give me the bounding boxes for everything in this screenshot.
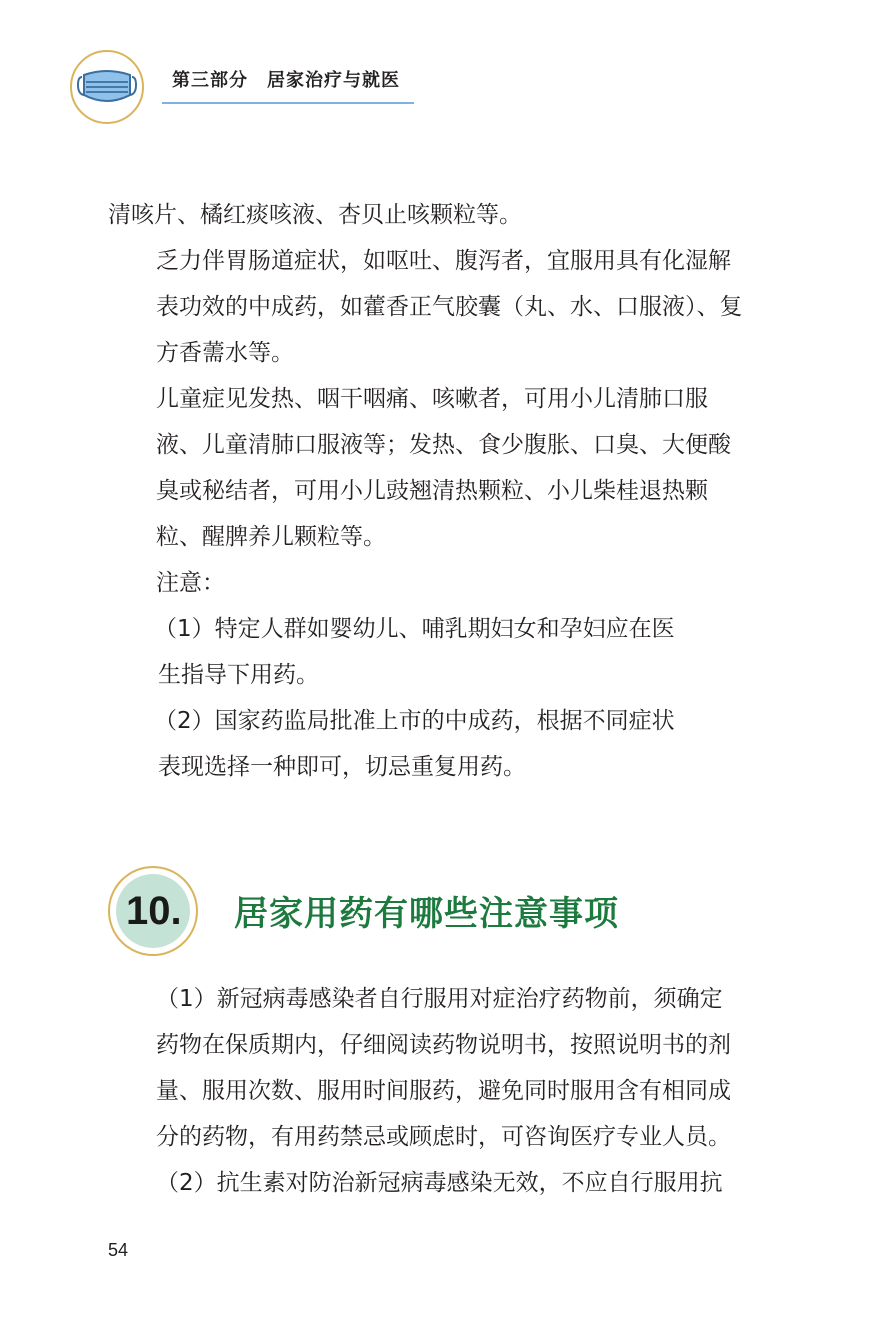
body-text (108, 192, 744, 790)
paragraph-children: 儿童症见发热、咽干咽痛、咳嗽者，可用小儿清肺口服液、儿童清肺口服液等；发热、食少腹胀、口臭、大便酸臭或秘结者，可用小儿豉翘清热颗粒、小儿柴桂退热颗粒、醒脾养儿颗粒等。 (156, 386, 731, 550)
paragraph-cough-end: 清咳片、橘红痰咳液、杏贝止咳颗粒等。 (108, 202, 522, 228)
page-number: 54 (108, 1240, 129, 1260)
section-paragraph-1: （1）新冠病毒感染者自行服用对症治疗药物前，须确定药物在保质期内，仔细阅读药物说明书，按照说明书的剂量、服用次数、服用时间服药，避免同时服用含有相同成分的药物，有用药禁忌或顾虑时，可咨询医疗专业人员。 (156, 986, 731, 1150)
header-rule (162, 102, 414, 104)
section-number: 10. (126, 888, 182, 933)
note-label: 注意： (156, 570, 225, 596)
running-header-title: 第三部分 居家治疗与就医 (172, 70, 400, 91)
note-item-2: （2）国家药监局批准上市的中成药，根据不同症状 (154, 708, 675, 734)
section-body (108, 976, 744, 1206)
header-badge (70, 50, 144, 124)
section-title: 居家用药有哪些注意事项 (234, 894, 619, 934)
section-number-circle (116, 874, 190, 948)
face-mask-icon (76, 67, 138, 107)
note-item-2-cont: 表现选择一种即可，切忌重复用药。 (158, 754, 526, 780)
paragraph-gi-symptoms: 乏力伴胃肠道症状，如呕吐、腹泻者，宜服用具有化湿解表功效的中成药，如藿香正气胶囊（丸、水、口服液）、复方香薷水等。 (156, 248, 743, 366)
section-number-badge (108, 866, 198, 956)
note-item-1-cont: 生指导下用药。 (158, 662, 319, 688)
note-item-1: （1）特定人群如婴幼儿、哺乳期妇女和孕妇应在医 (154, 616, 675, 642)
section-paragraph-2: （2）抗生素对防治新冠病毒感染无效，不应自行服用抗 (156, 1170, 723, 1196)
